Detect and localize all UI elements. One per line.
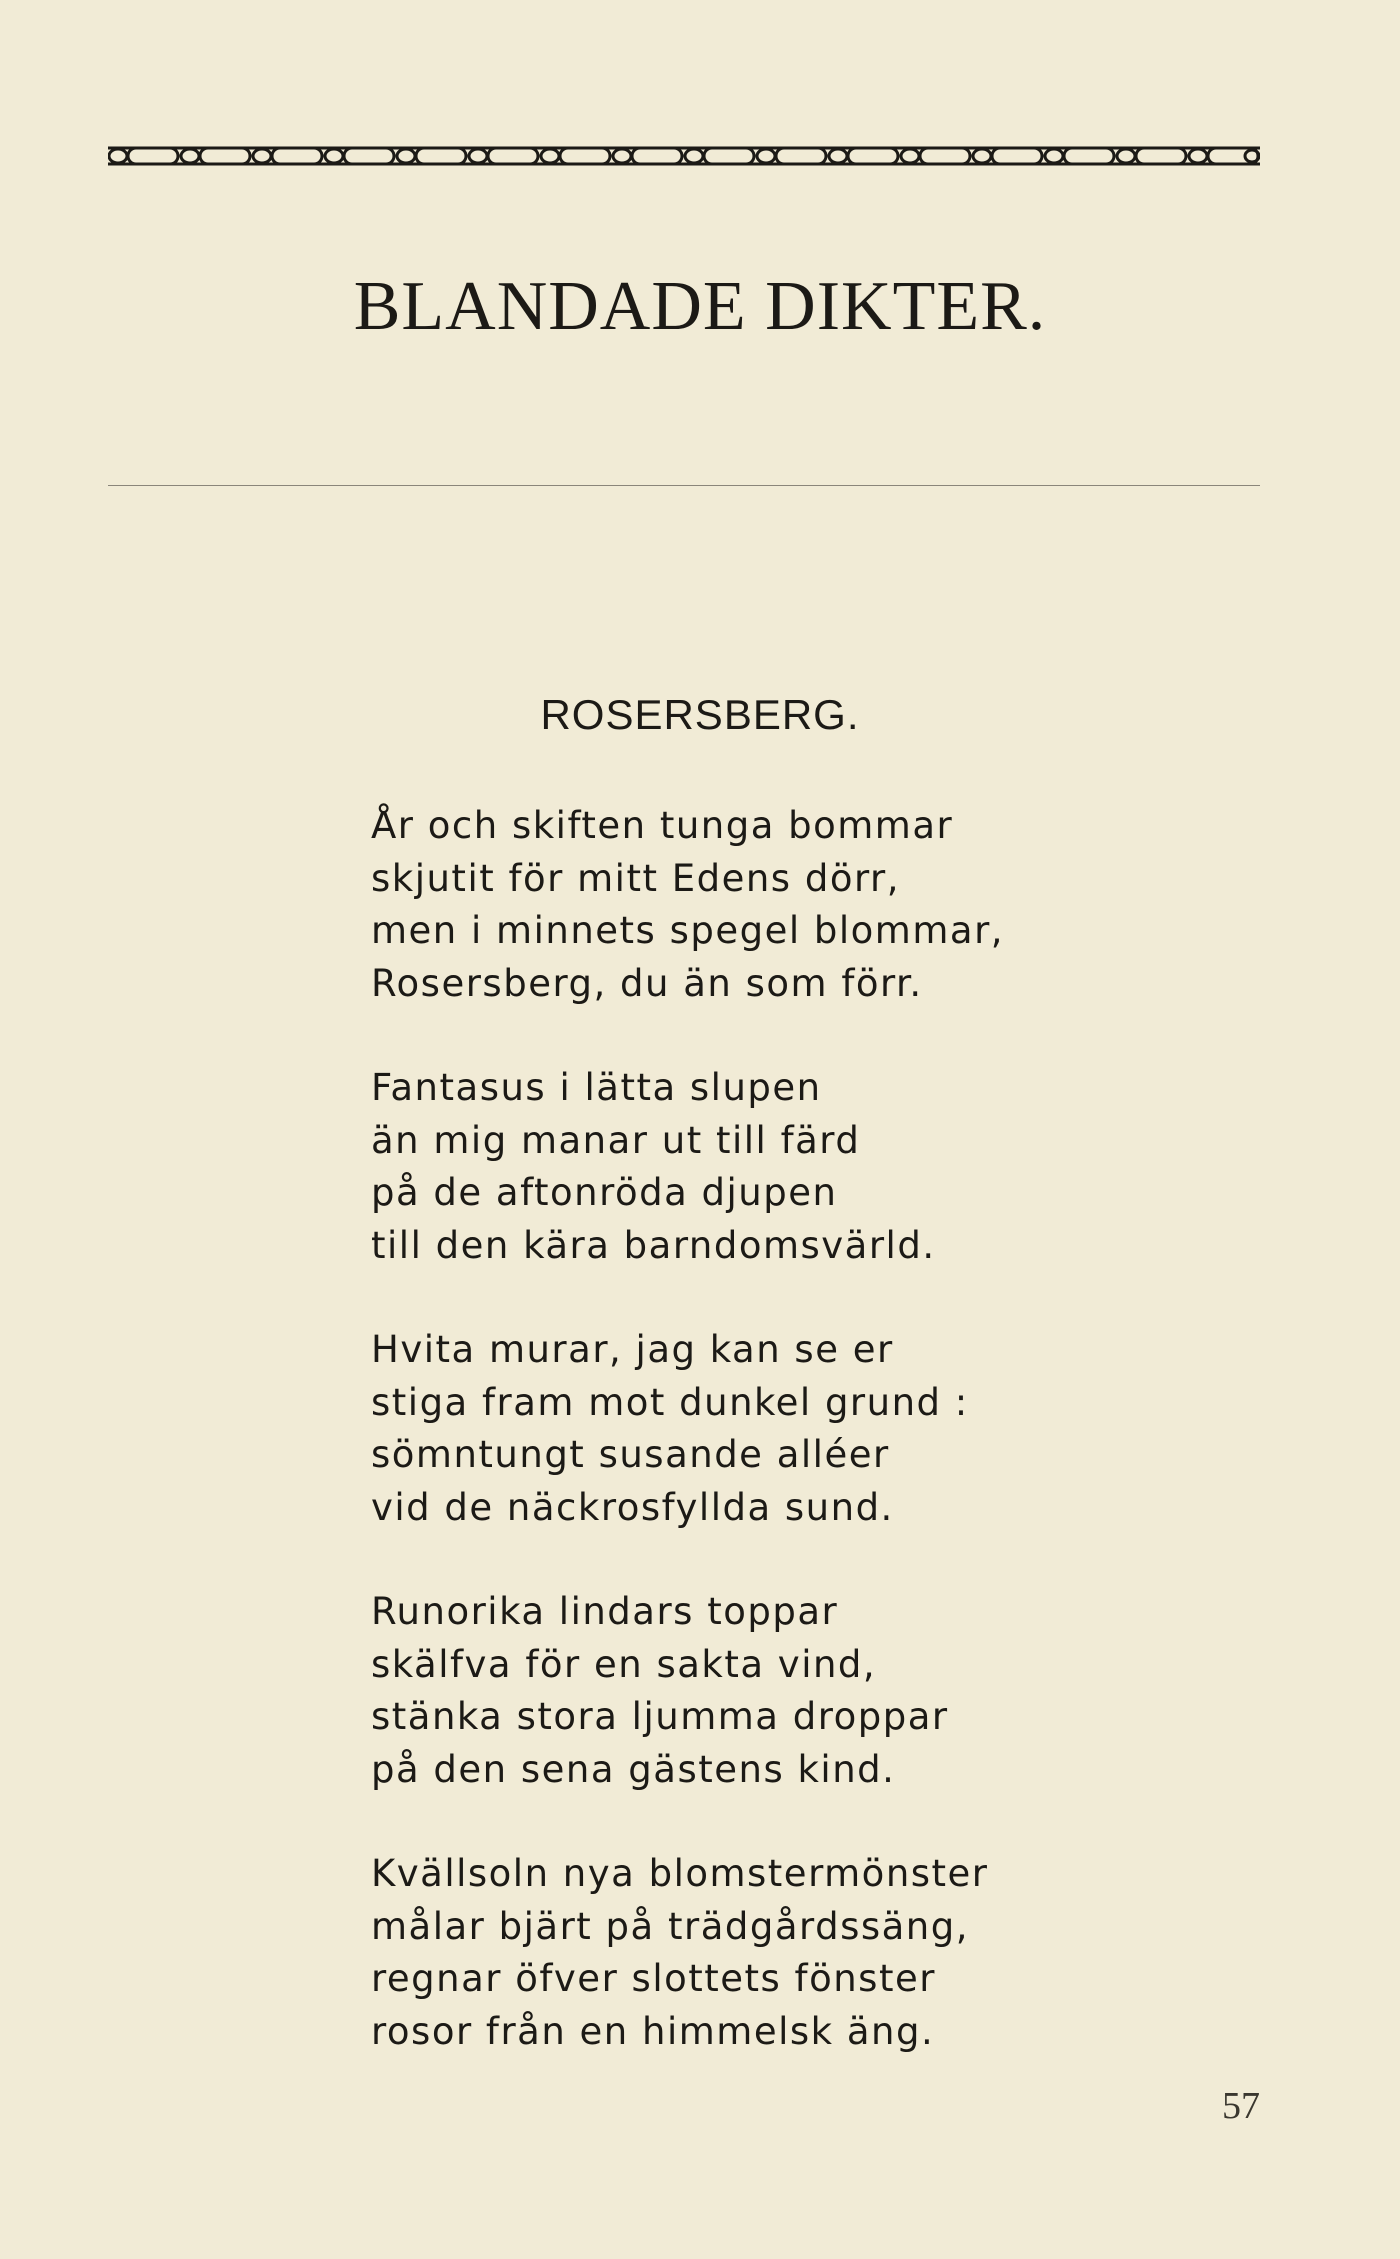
chain-ring [757, 149, 775, 163]
poem-line: rosor från en himmelsk äng. [371, 2009, 935, 2053]
chain-ring [541, 149, 559, 163]
chain-link [920, 148, 970, 164]
section-title: BLANDADE DIKTER. [353, 268, 1047, 345]
chain-link [632, 148, 682, 164]
chain-link [128, 148, 178, 164]
poem-line: på de aftonröda djupen [371, 1171, 838, 1214]
chain-ring [613, 149, 631, 163]
poem-line: Hvita murar, jag kan se er [371, 1328, 894, 1371]
chain-link [776, 148, 826, 164]
chain-ring [685, 149, 703, 163]
chain-ring [181, 149, 199, 163]
poem-line: skälfva för en sakta vind, [371, 1642, 877, 1686]
stanza [371, 1062, 1071, 1272]
chain-ring [1189, 149, 1207, 163]
poem-line: stiga fram mot dunkel grund : [371, 1380, 969, 1424]
poem-line: Runorika lindars toppar [371, 1590, 839, 1633]
poem-line: Fantasus i lätta slupen [371, 1066, 822, 1109]
poem-line: på den sena gästens kind. [371, 1747, 896, 1791]
chain-ring [1045, 149, 1063, 163]
poem-line: till den kära barndomsvärld. [371, 1223, 936, 1267]
poem-line: än mig manar ut till färd [371, 1118, 861, 1162]
chain-link [1064, 148, 1114, 164]
chain-link [560, 148, 610, 164]
chain-link [992, 148, 1042, 164]
chain-link [1136, 148, 1186, 164]
chain-ring [397, 149, 415, 163]
stanza [371, 1324, 1071, 1534]
poem-line: stänka stora ljumma droppar [371, 1695, 949, 1738]
chain-ring [109, 149, 127, 163]
poem-line: sömntungt susande alléer [371, 1433, 890, 1476]
chain-ring [253, 149, 271, 163]
chain-ring [1117, 149, 1135, 163]
chain-ring [325, 149, 343, 163]
horizontal-divider [108, 485, 1260, 486]
chain-link [704, 148, 754, 164]
stanza [371, 800, 1071, 1010]
poem-line: År och skiften tunga bommar [371, 804, 954, 847]
poem-line: skjutit för mitt Edens dörr, [371, 856, 900, 900]
poem-title: ROSERSBERG. [540, 691, 860, 738]
stanza [371, 1848, 1071, 2058]
poem-body [371, 800, 1071, 2110]
chain-ring [829, 149, 847, 163]
poem-line: Rosersberg, du än som förr. [371, 961, 923, 1005]
poem-line: målar bjärt på trädgårdssäng, [371, 1904, 969, 1948]
chain-link [344, 148, 394, 164]
chain-link [200, 148, 250, 164]
chain-ring [973, 149, 991, 163]
page-number: 57 [1222, 2085, 1260, 2127]
chain-link [272, 148, 322, 164]
chain-ring [901, 149, 919, 163]
poem-line: regnar öfver slottets fönster [371, 1957, 936, 2000]
poem-line: vid de näckrosfyllda sund. [371, 1485, 894, 1529]
chain-link [848, 148, 898, 164]
poem-line: men i minnets spegel blommar, [371, 909, 1005, 952]
poem-line: Kvällsoln nya blomstermönster [371, 1852, 989, 1895]
stanza [371, 1586, 1071, 1796]
chain-ring [469, 149, 487, 163]
decorative-chain-border [108, 141, 1260, 171]
chain-link [416, 148, 466, 164]
chain-link [488, 148, 538, 164]
